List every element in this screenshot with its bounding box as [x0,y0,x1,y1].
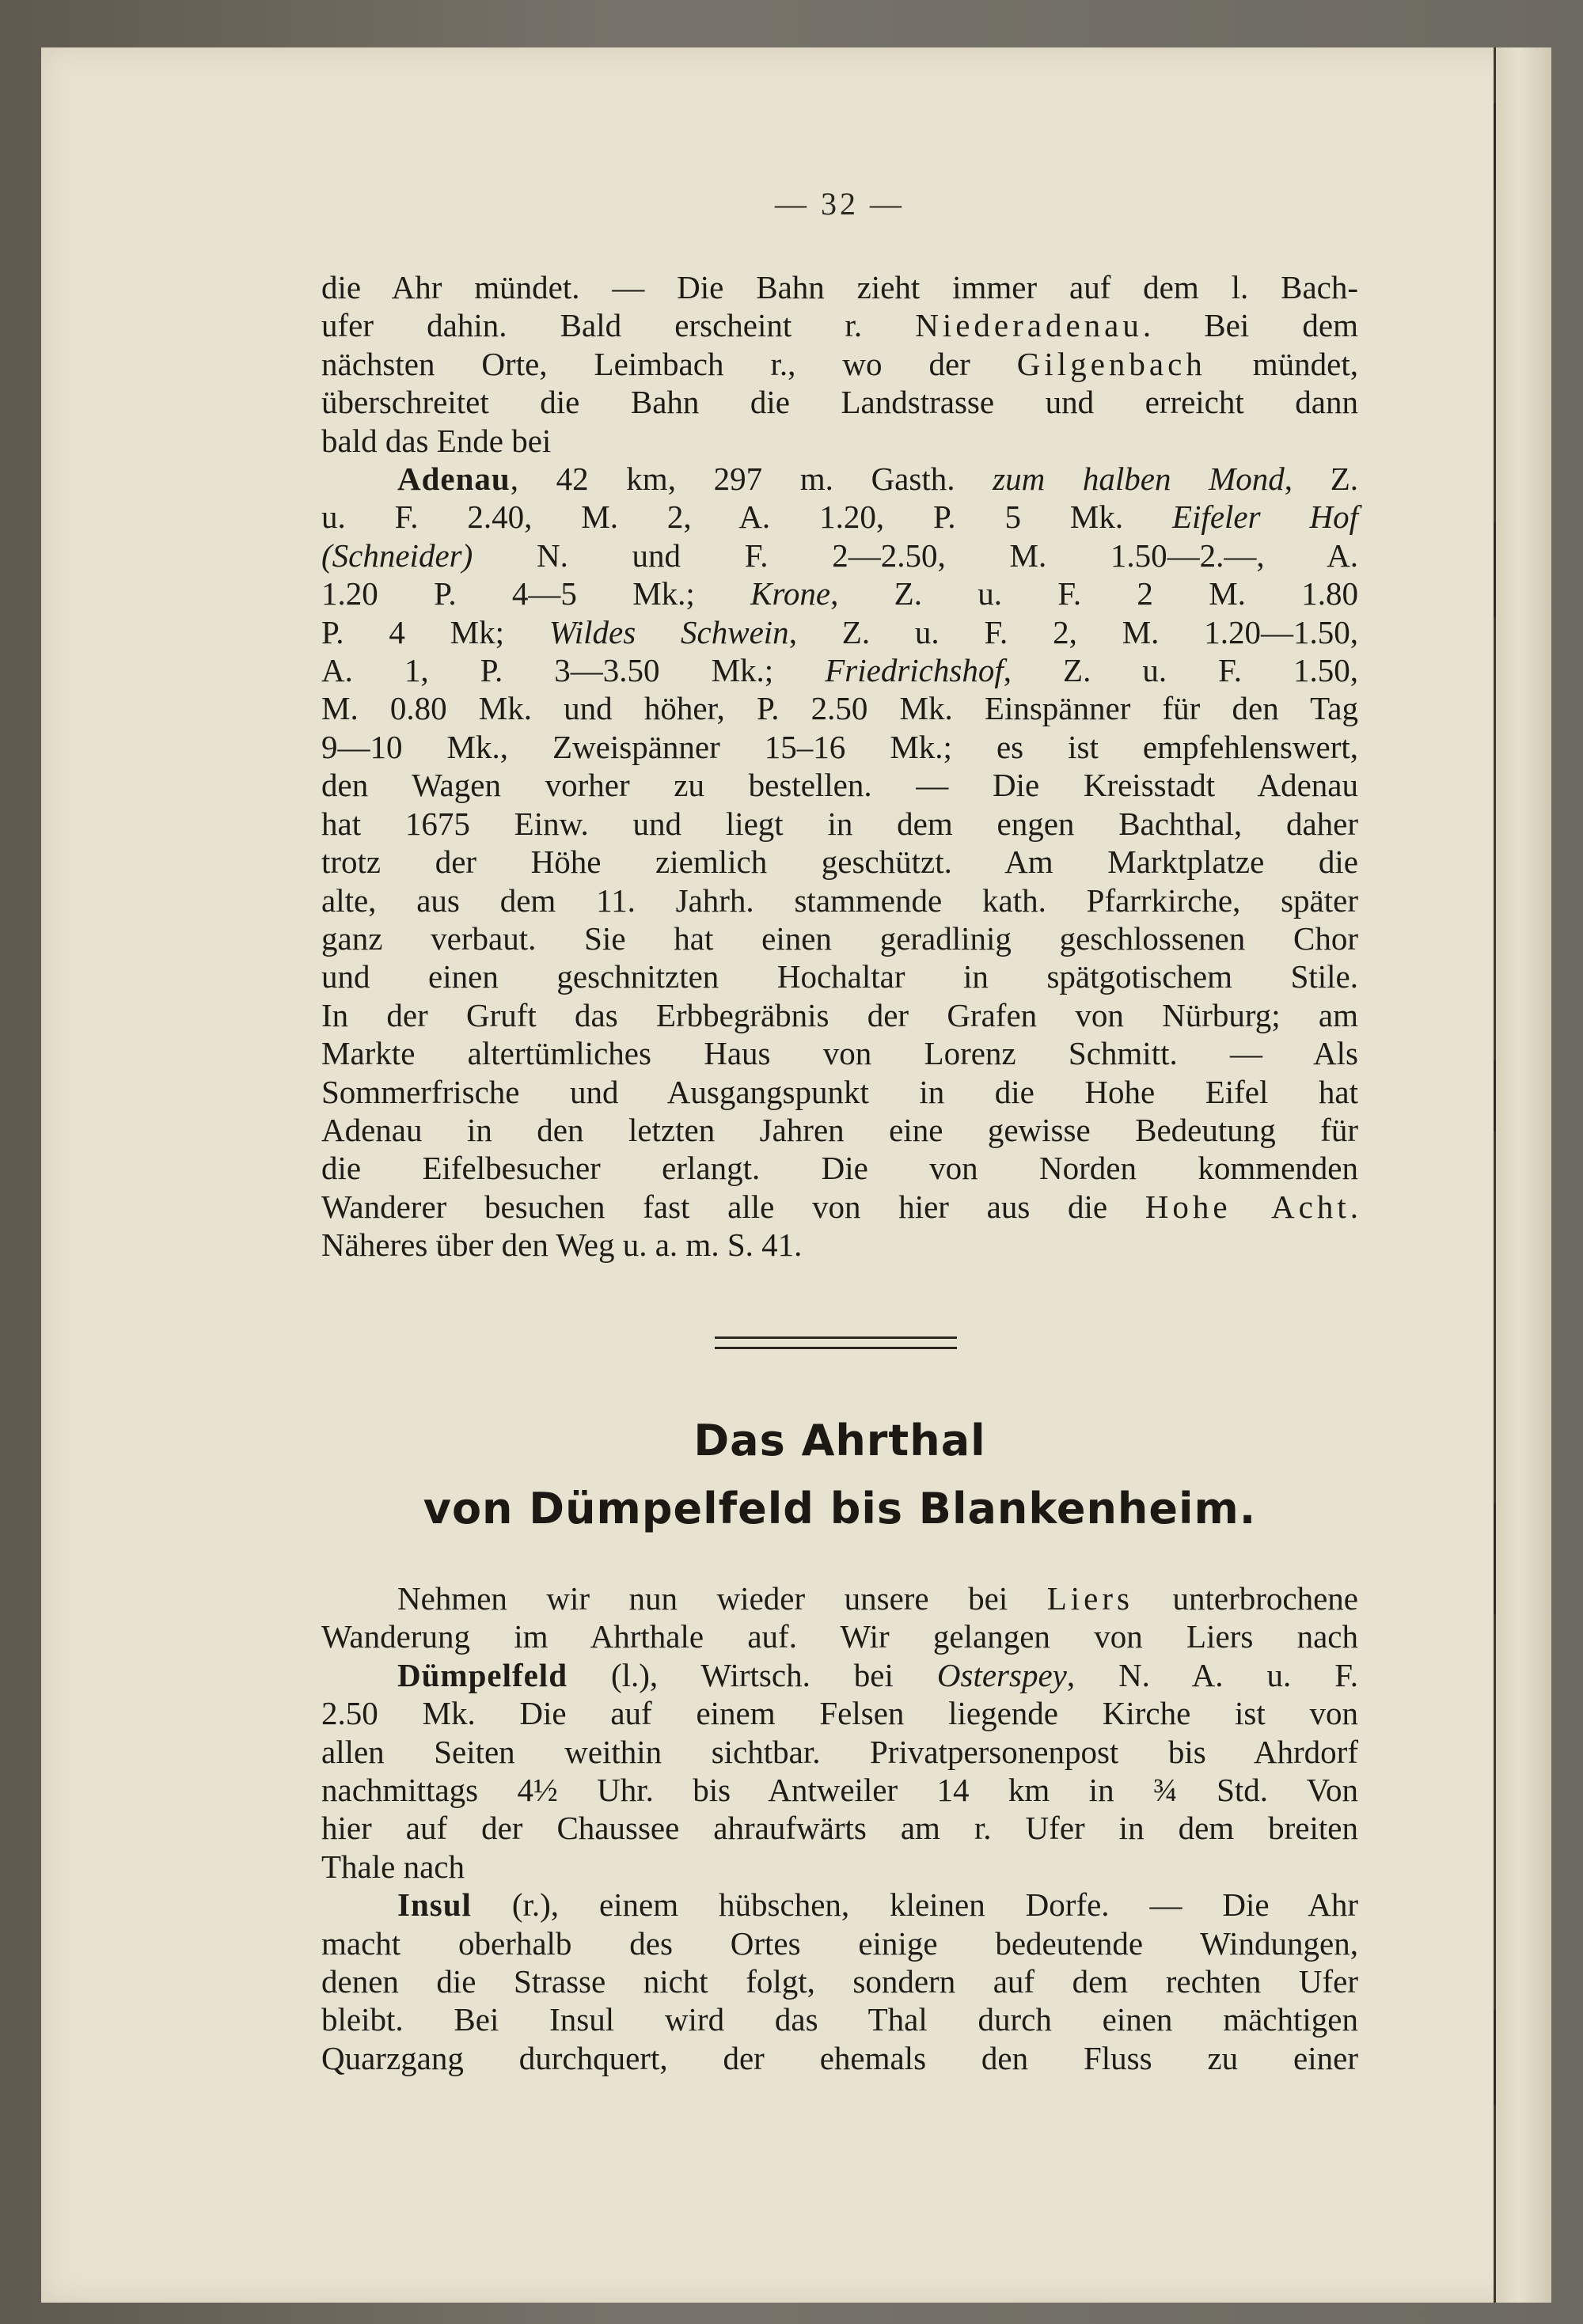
text-line: 9—10 Mk., Zweispänner 15–16 Mk.; es ist empfehlenswert, [321,728,1358,765]
place-name-insul: Insul [397,1886,472,1924]
text-run: Nehmen wir nun wieder unsere bei [397,1580,1047,1617]
text-line: ganz verbaut. Sie hat einen geradlinig geschlossenen Chor [321,919,1358,957]
place-name-hohe-acht: Hohe Acht [1145,1188,1350,1225]
text-line [321,1886,1358,1924]
text-line: Thale nach [321,1848,465,1885]
text-run: (r.), einem hübschen, kleinen Dorfe. — Die Ahr [471,1886,1358,1924]
text-run: , Z. u. F. 1.50, [1003,652,1358,689]
text-run: , Z. u. F. 2, M. 1.20—1.50, [788,613,1358,650]
text-line: Näheres über den Weg u. a. m. S. 41. [321,1226,803,1264]
text-run: bald das Ende bei [321,422,552,459]
section-divider [715,1336,957,1349]
inn-name: Wildes Schwein [549,613,789,650]
text-line [321,345,1358,383]
text-line [321,1188,1358,1226]
text-run: ufer dahin. Bald erscheint r. [321,307,916,344]
edge-mark [1494,2010,1496,2105]
place-name-niederadenau: Niederadenau [915,307,1143,344]
text-line: trotz der Höhe ziemlich geschützt. Am Marktplatze die [321,844,1358,881]
text-line: die Eifelbesucher erlangt. Die von Norden kommenden [321,1150,1358,1187]
place-name-duempelfeld: Dümpelfeld [397,1656,568,1693]
text-line: Sommerfrische und Ausgangspunkt in die Hohe Eifel hat [321,1073,1358,1110]
text-run: . [1350,1188,1358,1225]
text-line: Markte altertümliches Haus von Lorenz Schmitt. — Als [321,1035,1358,1072]
text-line: nachmittags 4½ Uhr. bis Antweiler 14 km in ¾ Std. Von [321,1772,1358,1809]
text-run: 1.20 P. 4—5 Mk.; [321,575,751,612]
inn-name: zum halben Mond [993,461,1285,498]
text-line: hat 1675 Einw. und liegt in dem engen Bachthal, daher [321,805,1358,842]
paragraph-adenau [321,268,1358,1264]
text-run: , N. A. u. F. [1066,1656,1358,1693]
text-line [321,536,1358,574]
inn-name: Friedrichshof [825,652,1004,689]
text-line [321,1579,1358,1617]
text-run: , 42 km, 297 m. Gasth. [510,461,993,498]
page-edge [1494,47,1551,2303]
text-run: nächsten Orte, Leimbach r., wo der [321,345,1017,382]
text-line: 2.50 Mk. Die auf einem Felsen liegende Kirche ist von [321,1695,1358,1732]
text-run: Wanderer besuchen fast alle von hier aus die [321,1188,1145,1225]
place-name-gilgenbach: Gilgenbach [1016,345,1206,382]
page-number: — 32 — [775,186,905,222]
text-line [321,422,1358,460]
text-line [321,460,1358,498]
text-run: , Z. [1284,461,1359,498]
edge-mark [1494,103,1496,190]
text-line: Wanderung im Ahrthale auf. Wir gelangen von Liers nach [321,1618,1358,1655]
text-run: mündet, [1205,345,1359,382]
text-line: allen Seiten weithin sichtbar. Privatpersonenpost bis Ahrdorf [321,1733,1358,1770]
text-run: A. 1, P. 3—3.50 Mk.; [321,652,826,689]
text-line: den Wagen vorher zu bestellen. — Die Kreisstadt Adenau [321,767,1358,804]
text-line [321,613,1358,651]
inn-name: (Schneider) [321,536,473,574]
text-line [321,651,1358,689]
text-line [321,383,1358,421]
edge-mark [1494,1503,1496,1614]
text-line: alte, aus dem 11. Jahrh. stammende kath. Pfarrkirche, später [321,881,1358,919]
edge-mark [1494,1060,1496,1132]
text-line [321,574,1358,612]
text-line [321,498,1358,536]
text-run: unterbrochene [1133,1580,1358,1617]
text-line: Adenau in den letzten Jahren eine gewisse Bedeutung für [321,1111,1358,1148]
section-heading-line1: Das Ahrthal [693,1416,986,1465]
text-line: hier auf der Chaussee ahraufwärts am r. Ufer in dem breiten [321,1810,1358,1847]
inn-name: Osterspey [936,1656,1067,1693]
text-line [321,268,1358,306]
section-heading-line2: von Dümpelfeld bis Blankenheim. [423,1484,1257,1534]
text-run: N. und F. 2—2.50, M. 1.50—2.—, A. [473,536,1358,574]
text-run: , Z. u. F. 2 M. 1.80 [830,575,1358,612]
text-run: überschreitet die Bahn die Landstrasse und erreicht dann [321,384,1358,421]
place-name-liers: Liers [1046,1580,1133,1617]
text-run: (l.), Wirtsch. bei [568,1656,937,1693]
text-line [321,1656,1358,1694]
inn-name: Eifeler Hof [1172,499,1358,536]
text-line: In der Gruft das Erbbegräbnis der Grafen von Nürburg; am [321,996,1358,1033]
paragraph-duempelfeld [321,1579,1358,2077]
text-run: u. F. 2.40, M. 2, A. 1.20, P. 5 Mk. [321,499,1172,536]
text-run: die Ahr mündet. — Die Bahn zieht immer auf dem l. Bach- [321,269,1358,305]
text-line: Quarzgang durchquert, der ehemals den Fluss zu einer [321,2039,1358,2076]
text-line [321,306,1358,344]
text-run: . Bei dem [1142,307,1358,344]
text-line: M. 0.80 Mk. und höher, P. 2.50 Mk. Einspänner für den Tag [321,690,1358,727]
inn-name: Krone [750,575,831,612]
text-line: macht oberhalb des Ortes einige bedeutende Windungen, [321,1924,1358,1962]
edge-mark [1494,522,1496,617]
text-line: bleibt. Bei Insul wird das Thal durch einen mächtigen [321,2001,1358,2038]
text-run: P. 4 Mk; [321,613,549,650]
text-line: und einen geschnitzten Hochaltar in spätgotischem Stile. [321,958,1358,995]
text-line: denen die Strasse nicht folgt, sondern auf dem rechten Ufer [321,1963,1358,2000]
place-name-adenau: Adenau [397,461,511,498]
